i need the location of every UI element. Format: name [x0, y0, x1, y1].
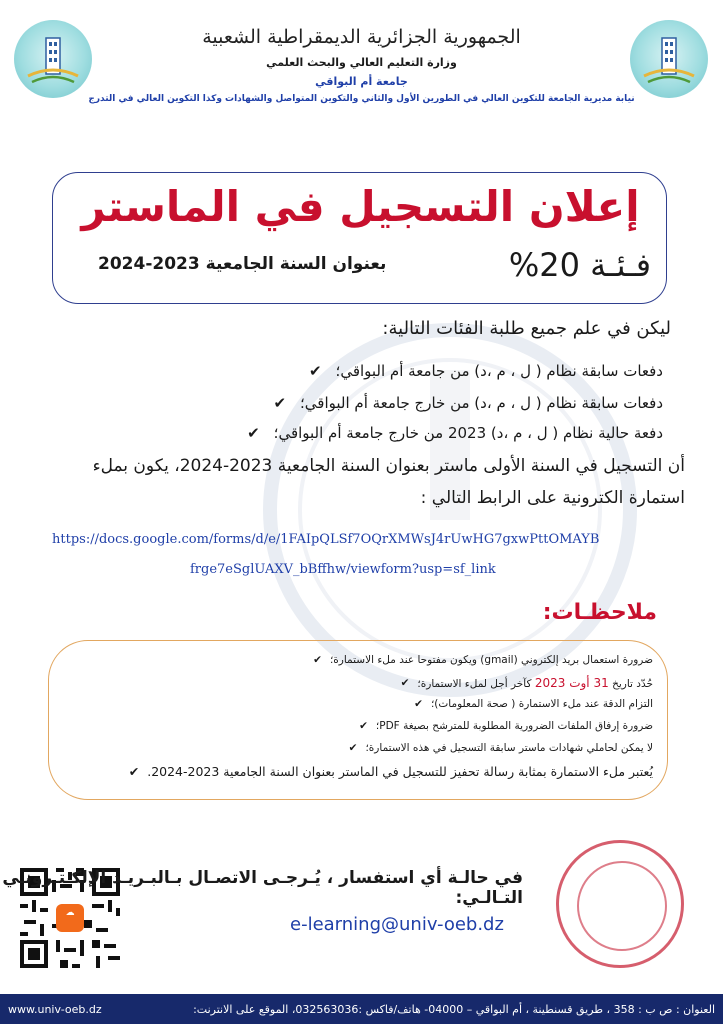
soundcloud-icon: ☁ — [65, 908, 75, 918]
group-item: ✔ دفعات سابقة نظام ( ل ، م ،د) من جامعة أم البواقي؛ — [308, 362, 663, 380]
note-item: ✔ التزام الدقة عند ملء الاستمارة ( صحة المعلومات)؛ — [414, 698, 653, 710]
body-text-line2: استمارة الكترونية على الرابط التالي : — [420, 488, 685, 508]
university-logo-right — [630, 20, 708, 98]
check-icon: ✔ — [247, 424, 260, 442]
category-label: فـئـة 20% — [508, 246, 651, 284]
note-item: ✔ ضرورة استعمال بريد إلكتروني (gmail) ويكون مفتوحا عند ملء الاستمارة؛ — [313, 654, 653, 666]
check-icon: ✔ — [313, 654, 322, 666]
group-item: ✔ دفعة حالية نظام ( ل ، م ،د) 2023 من خارج جامعة أم البواقي؛ — [247, 424, 663, 442]
check-icon: ✔ — [359, 720, 368, 732]
header-directorate: نيابة مديرية الجامعة للتكوين العالي في الطورين الأول والثاني والتكوين المتواصل والشهادات وكذا التكوين العالي في التدرج — [88, 94, 635, 104]
stamp-inner-ring — [577, 861, 667, 951]
header-republic: الجمهورية الجزائرية الديمقراطية الشعبية — [202, 26, 521, 48]
university-logo-icon — [630, 20, 708, 98]
form-link-line2[interactable]: frge7eSglUAXV_bBffhw/viewform?usp=sf_link — [190, 562, 496, 577]
check-icon: ✔ — [400, 677, 410, 689]
contact-text: في حالـة أي استفسار ، يُـرجـى الاتصـال بـالبـريـد الإلكـتـرونـي التـالـي: — [2, 868, 523, 908]
university-logo-icon — [14, 20, 92, 98]
announcement-title: إعلان التسجيل في الماستر — [81, 182, 640, 231]
body-text-line1: أن التسجيل في السنة الأولى ماستر بعنوان السنة الجامعية 2023-2024، يكون بملء — [92, 456, 685, 476]
academic-year: بعنوان السنة الجامعية 2023-2024 — [98, 254, 387, 274]
intro-text: ليكن في علم جميع طلبة الفئات التالية: — [382, 318, 671, 339]
footer-website[interactable]: www.univ-oeb.dz — [8, 1002, 102, 1016]
check-icon: ✔ — [128, 764, 140, 779]
check-icon: ✔ — [414, 698, 423, 710]
check-icon: ✔ — [273, 394, 287, 412]
form-link-line1[interactable]: https://docs.google.com/forms/d/e/1FAIpQLSf7OQrXMWsJ4rUwHG7gxwPttOMAYB — [52, 532, 600, 547]
check-icon: ✔ — [348, 742, 358, 754]
notes-heading: ملاحظـات: — [542, 600, 657, 625]
note-item: ✔ حُدّد تاريخ 31 أوت 2023 كآخر أجل لملء الاستمارة؛ — [400, 676, 653, 690]
header-ministry: وزارة التعليم العالي والبحث العلمي — [266, 56, 457, 69]
contact-email[interactable]: e-learning@univ-oeb.dz — [290, 914, 504, 935]
deadline-date: 31 أوت 2023 — [534, 676, 609, 690]
university-logo-left — [14, 20, 92, 98]
note-item: ✔ لا يمكن لحاملي شهادات ماستر سابقة التسجيل في هذه الاستمارة؛ — [348, 742, 653, 754]
note-item: ✔ ضرورة إرفاق الملفات الضرورية المطلوبة للمترشح بصيغة PDF؛ — [359, 720, 653, 732]
check-icon: ✔ — [308, 362, 322, 380]
footer-address: العنوان : ص ب : 358 ، طريق قسنطينة ، أم البواقي – 04000- هاتف/فاكس :032563036، الموقع على الانترنت: — [193, 1002, 715, 1016]
note-item: ✔ يُعتبر ملء الاستمارة بمثابة رسالة تحفيز للتسجيل في الماستر بعنوان السنة الجامعية 2023-2024. — [128, 764, 653, 779]
header-university: جامعة أم البواقي — [315, 75, 408, 88]
group-item: ✔ دفعات سابقة نظام ( ل ، م ،د) من خارج جامعة أم البواقي؛ — [273, 394, 663, 412]
official-stamp — [556, 840, 684, 968]
footer-bar — [0, 994, 723, 1024]
